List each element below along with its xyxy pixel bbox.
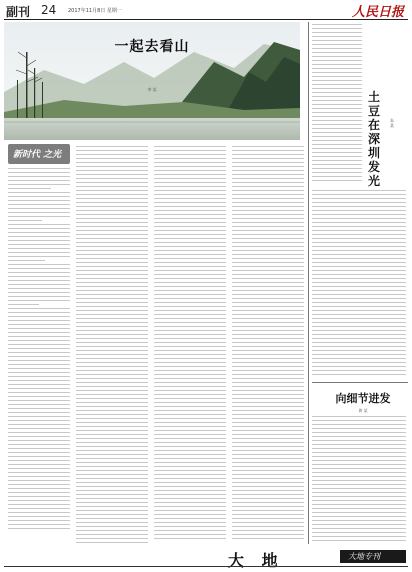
right-body-text-top <box>312 24 362 184</box>
masthead-logo: 人民日报 <box>351 5 404 20</box>
left-body-text <box>8 168 70 532</box>
right-body-text-mid <box>312 190 406 380</box>
section-name: 副刊 <box>6 5 31 19</box>
footer-rule <box>4 566 408 571</box>
page-header <box>4 3 408 20</box>
article3-author: 黄 某 <box>358 408 368 413</box>
feature-author: 李 某 <box>147 87 157 92</box>
article2-title-char: 土 <box>368 90 381 104</box>
article2-title-char: 光 <box>368 174 381 188</box>
column-badge-label: 新时代 之光 <box>13 150 62 160</box>
column-name-logo: 大 地 <box>228 551 284 570</box>
column-badge-logo-label: 大地专刊 <box>348 552 380 561</box>
date-line: 2017年11月8日 星期一 <box>68 8 122 14</box>
body-text-col-4 <box>232 146 304 544</box>
article2-title-char: 豆 <box>368 104 381 118</box>
feature-title: 一起去看山 <box>114 39 190 55</box>
right-body-text-bottom <box>312 416 406 544</box>
article2-title-char: 在 <box>368 118 381 132</box>
article2-title-char: 发 <box>368 160 381 174</box>
page-number: 24 <box>41 3 57 17</box>
column-badge <box>8 144 70 164</box>
column-divider <box>308 22 309 544</box>
feature-photo <box>4 22 300 140</box>
article2-title-char: 圳 <box>368 146 381 160</box>
column-badge-logo <box>340 550 406 563</box>
body-text-col-2 <box>76 146 148 544</box>
article3-title: 向细节进发 <box>335 392 391 405</box>
section-divider <box>312 382 408 383</box>
article2-title <box>368 90 384 188</box>
body-text-col-3 <box>154 146 226 544</box>
article2-author: 朱 某 <box>390 118 394 128</box>
article2-title-char: 深 <box>368 132 381 146</box>
